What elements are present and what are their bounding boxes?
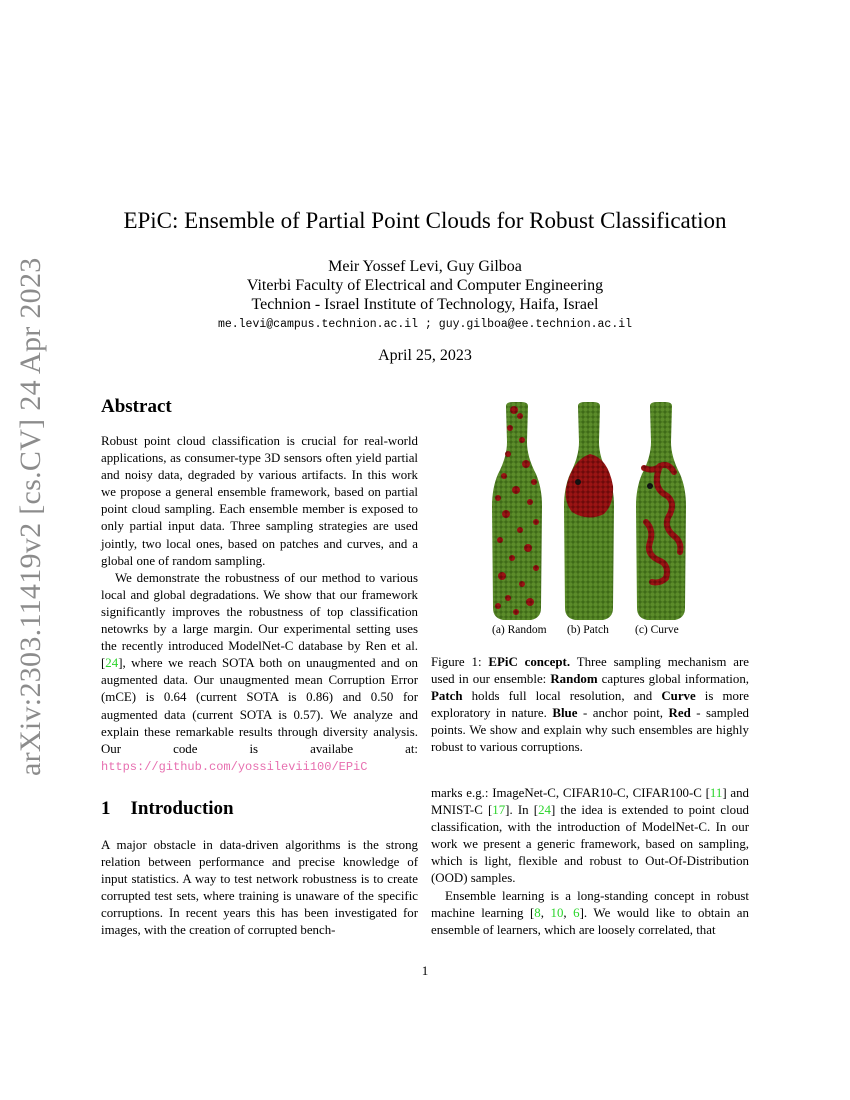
section-heading-introduction: 1 Introduction <box>101 798 234 819</box>
figure-bottles <box>486 398 696 620</box>
abstract-text-b: ], where we reach SOTA both on unaugmented and on augmented data. Our unaugmented mean Corruption Error (mCE) is 0.64 (current SOTA is 0.86) and 0.50 for augmented data (current SOTA is 0.57). We analyze and explain these remarkable results through diversity analysis. Our code is availabe at: <box>101 656 418 756</box>
subcaption-random: (a) Random <box>492 624 547 636</box>
abstract-paragraph-2 <box>101 570 418 776</box>
intro-left-column <box>101 837 418 940</box>
authors: Meir Yossef Levi, Guy Gilboa <box>328 258 522 275</box>
intro-paragraph-1: A major obstacle in data-driven algorithms is the strong relation between performance and precise knowledge of input statistics. A way to test network robustness is to create corrupted test sets, where training is unaware of the specific corruptions. In recent years this has been investigated for images, with the creation of corrupted bench- <box>101 838 418 938</box>
paper-title: EPiC: Ensemble of Partial Point Clouds for Robust Classification <box>123 208 727 233</box>
abstract-text-a: We demonstrate the robustness of our method to various local and global degradations. We show that our framework significantly improves the robustness of top classification netowrks by a large margin. Our experimental setting uses the recently introduced ModelNet-C database by Ren et al.[ <box>101 570 418 671</box>
subcaption-patch: (b) Patch <box>567 624 609 636</box>
affiliation-line-2: Technion - Israel Institute of Technology, Haifa, Israel <box>251 296 599 313</box>
citation-link[interactable]: 11 <box>709 786 723 800</box>
citation-link[interactable]: 10 <box>550 905 564 920</box>
abstract-body <box>101 433 418 776</box>
arxiv-watermark: arXiv:2303.11419v2 [cs.CV] 24 Apr 2023 <box>14 257 47 776</box>
citation-link[interactable]: 24 <box>105 656 119 671</box>
author-emails: me.levi@campus.technion.ac.il ; guy.gilboa@ee.technion.ac.il <box>217 318 633 331</box>
intro-right-column <box>431 785 749 939</box>
citation-link[interactable]: 6 <box>573 905 580 920</box>
intro-paragraph-1-cont: marks e.g.: ImageNet-C, CIFAR10-C, CIFAR100-C [11] and MNIST-C [17]. In [24] the idea is extended to point cloud classification, with the introduction of ModelNet-C. In our work we present a generic framework, based on sampling, which is light, flexible and robust to Out-Of-Distribution (OOD) samples. <box>431 786 749 886</box>
intro-paragraph-2: Ensemble learning is a long-standing concept in robust machine learning [8, 10, 6]. We would like to obtain an ensemble of learners, which are loosely correlated, that <box>431 888 749 937</box>
code-url-link[interactable]: https://github.com/yossilevii100/EPiC <box>101 759 368 774</box>
abstract-paragraph-1: Robust point cloud classification is crucial for real-world applications, as consumer-type 3D sensors often yield partial and noisy data, degraded by various artifacts. In this work we propose a general ensemble framework, based on partial point cloud sampling. Each ensemble member is exposed to only partial input data. Three sampling strategies are used jointly, two local ones, based on patches and curves, and a global one of random sampling. <box>101 434 418 568</box>
citation-link[interactable]: 8 <box>534 905 541 920</box>
affiliation-line-1: Viterbi Faculty of Electrical and Computer Engineering <box>246 277 604 294</box>
page-number: 1 <box>421 963 429 978</box>
bottle-patch <box>564 402 614 620</box>
paper-date: April 25, 2023 <box>378 347 472 364</box>
figure-caption: Figure 1: EPiC concept. Three sampling mechanism are used in our ensemble: Random captures global information, Patch holds full local resolution, and Curve is more exploratory in nature. Blue - anchor point, Red - sampled points. We show and explain why such ensembles are highly robust to various corruptions. <box>431 655 749 755</box>
subcaption-curve: (c) Curve <box>635 624 679 636</box>
citation-link[interactable]: 17 <box>492 803 506 818</box>
bottle-random <box>492 402 542 620</box>
citation-link[interactable]: 24 <box>538 803 551 818</box>
abstract-heading: Abstract <box>101 396 172 417</box>
bottle-curve <box>636 402 686 620</box>
